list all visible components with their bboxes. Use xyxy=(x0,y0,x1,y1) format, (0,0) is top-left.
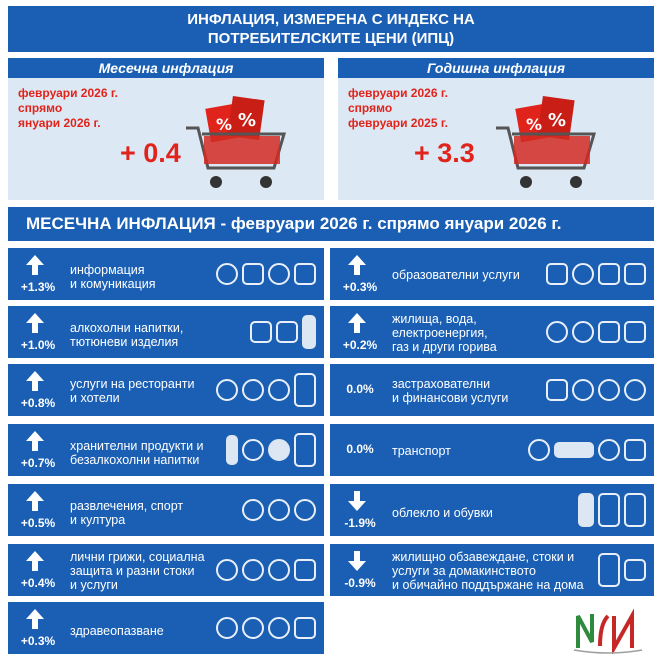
svg-text:%: % xyxy=(216,115,233,134)
annual-value: + 3.3 xyxy=(414,138,475,168)
annual-period xyxy=(348,86,488,131)
category-label xyxy=(70,624,164,638)
arrow-up-icon xyxy=(24,550,46,572)
monthly-panel-title: Месечна инфлация xyxy=(8,58,324,78)
transport-icons xyxy=(528,430,646,470)
doctor-icon xyxy=(216,617,238,639)
washing-machine-icon xyxy=(598,553,620,587)
category-label-line: тютюневи изделия xyxy=(70,335,179,349)
shopping-cart-icon xyxy=(488,88,608,194)
category-change: +0.4% xyxy=(20,576,56,590)
shopping-cart-icon xyxy=(178,88,298,194)
clothing-icons xyxy=(578,490,646,530)
category-row-education xyxy=(330,248,654,300)
category-change: +0.3% xyxy=(342,280,378,294)
coffee-cup-icon xyxy=(216,379,238,401)
category-label xyxy=(70,377,194,405)
category-label xyxy=(70,550,205,592)
jacket-icon xyxy=(624,493,646,527)
category-row-restaurants xyxy=(8,364,324,416)
category-label-line: застрахователни xyxy=(392,377,491,391)
cloche-icon xyxy=(268,379,290,401)
sofa-icon xyxy=(624,559,646,581)
household-icons xyxy=(598,550,646,590)
wheelchair-icon xyxy=(216,559,238,581)
hands-icon xyxy=(242,559,264,581)
category-label-line: и култура xyxy=(70,513,126,527)
alcohol-icons xyxy=(250,312,316,352)
bread-icon xyxy=(242,439,264,461)
person-icon xyxy=(268,263,290,285)
category-label xyxy=(392,377,508,405)
graduation-cap-icon xyxy=(598,263,620,285)
category-row-communication xyxy=(8,248,324,300)
browser-icon xyxy=(294,263,316,285)
dove-icon xyxy=(268,559,290,581)
bottle-icon xyxy=(302,315,316,349)
category-label-line: информация xyxy=(70,263,145,277)
wine-glass-icon xyxy=(276,321,298,343)
bus-icon xyxy=(598,439,620,461)
category-label-line: жилищно обзавеждане, стоки и xyxy=(392,550,575,564)
stethoscope-icon xyxy=(242,617,264,639)
coins-icon xyxy=(598,379,620,401)
category-row-transport xyxy=(330,424,654,476)
category-row-household xyxy=(330,544,654,596)
diploma-icon xyxy=(624,263,646,285)
page-title xyxy=(8,6,654,52)
arrow-up-icon xyxy=(24,312,46,334)
category-change: +1.3% xyxy=(20,280,56,294)
train-icon xyxy=(528,439,550,461)
section-title: МЕСЕЧНА ИНФЛАЦИЯ - февруари 2026 г. спрямо януари 2026 г. xyxy=(8,207,654,241)
car-insurance-icon xyxy=(624,379,646,401)
category-change: 0.0% xyxy=(346,442,374,456)
phone-icon xyxy=(216,263,238,285)
category-change: -1.9% xyxy=(344,516,376,530)
category-label xyxy=(70,439,204,467)
svg-text:%: % xyxy=(238,110,257,131)
category-label-line: и услуги xyxy=(70,578,118,592)
annual-inflation-panel xyxy=(338,58,654,200)
category-change: -0.9% xyxy=(344,576,376,590)
annual-panel-title: Годишна инфлация xyxy=(338,58,654,78)
ship-icon xyxy=(624,439,646,461)
category-label-line: електроенергия, xyxy=(392,326,488,340)
category-label-line: здравеопазване xyxy=(70,624,164,638)
monthly-period xyxy=(18,86,158,131)
title-line-1: ИНФЛАЦИЯ, ИЗМЕРЕНА С ИНДЕКС НА xyxy=(187,11,475,28)
category-row-alcohol xyxy=(8,306,324,358)
category-label xyxy=(392,550,584,592)
category-label-line: услуги на ресторанти xyxy=(70,377,195,391)
arrow-down-icon xyxy=(346,550,368,572)
category-label-line: жилища, вода, xyxy=(392,312,477,326)
dress-icon xyxy=(598,493,620,527)
category-change: +0.8% xyxy=(20,396,56,410)
hotel-icon xyxy=(294,373,316,407)
food-icons xyxy=(226,430,316,470)
category-label-line: хранителни продукти и xyxy=(70,439,204,453)
category-label-line: и обичайно поддържане на дома xyxy=(392,578,584,592)
restaurant-icons xyxy=(216,370,316,410)
category-label-line: безалкохолни напитки xyxy=(70,453,200,467)
category-row-clothing xyxy=(330,484,654,536)
arrow-up-icon xyxy=(24,430,46,452)
heart-icon xyxy=(268,617,290,639)
fireworks-icon xyxy=(242,499,264,521)
trousers-icon xyxy=(578,493,594,527)
category-label xyxy=(392,444,451,458)
monthly-inflation-panel xyxy=(8,58,324,200)
cutlery-icon xyxy=(242,379,264,401)
category-row-housing xyxy=(330,306,654,358)
envelope-icon xyxy=(242,263,264,285)
annual-period-line2: февруари 2025 г. xyxy=(348,116,448,130)
arrow-up-icon xyxy=(346,254,368,276)
book-icon xyxy=(546,263,568,285)
category-label-line: защита и разни стоки xyxy=(70,564,195,578)
recreation-icons xyxy=(242,490,316,530)
arrow-up-icon xyxy=(24,370,46,392)
education-icons xyxy=(546,254,646,294)
title-line-2: ПОТРЕБИТЕЛСКИТЕ ЦЕНИ (ИПЦ) xyxy=(207,30,455,47)
utilities-icons xyxy=(546,312,646,352)
category-label xyxy=(392,268,520,282)
hospital-icon xyxy=(294,617,316,639)
category-label-line: газ и други горива xyxy=(392,340,497,354)
monthly-period-line1: февруари 2026 г. спрямо xyxy=(18,86,118,115)
category-change: +0.2% xyxy=(342,338,378,352)
category-change: +0.3% xyxy=(20,634,56,648)
water-bottle-icon xyxy=(294,433,316,467)
category-row-health xyxy=(8,602,324,654)
people-icon xyxy=(294,559,316,581)
apple-icon xyxy=(268,439,290,461)
category-row-food xyxy=(8,424,324,476)
personal-care-icons xyxy=(216,550,316,590)
money-icon xyxy=(546,379,568,401)
category-change: 0.0% xyxy=(346,382,374,396)
category-label-line: транспорт xyxy=(392,444,451,458)
arrow-up-icon xyxy=(346,312,368,334)
health-icons xyxy=(216,608,316,648)
monthly-period-line2: януари 2026 г. xyxy=(18,116,101,130)
lightbulb-icon xyxy=(546,321,568,343)
category-change: +0.7% xyxy=(20,456,56,470)
communication-icons xyxy=(216,254,316,294)
category-label xyxy=(392,312,497,354)
arrow-up-icon xyxy=(24,608,46,630)
nsi-logo-icon xyxy=(570,608,646,654)
category-label xyxy=(70,263,156,291)
svg-text:%: % xyxy=(548,110,567,131)
truck-icon xyxy=(554,442,594,458)
category-label-line: услуги за домакинството xyxy=(392,564,536,578)
category-label-line: и финансови услуги xyxy=(392,391,509,405)
category-label-line: алкохолни напитки, xyxy=(70,321,184,335)
arrow-up-icon xyxy=(24,254,46,276)
gas-cylinder-icon xyxy=(598,321,620,343)
svg-text:%: % xyxy=(526,115,543,134)
category-label xyxy=(392,506,493,520)
water-tap-icon xyxy=(624,321,646,343)
beer-mug-icon xyxy=(250,321,272,343)
category-change: +0.5% xyxy=(20,516,56,530)
brain-icon xyxy=(572,263,594,285)
category-label-line: и хотели xyxy=(70,391,120,405)
category-row-personal-care xyxy=(8,544,324,596)
arrow-down-icon xyxy=(346,490,368,512)
category-label-line: и комуникация xyxy=(70,277,156,291)
category-row-recreation xyxy=(8,484,324,536)
category-label xyxy=(70,499,183,527)
annual-period-line1: февруари 2026 г. спрямо xyxy=(348,86,448,115)
insurance-icons xyxy=(546,370,646,410)
monthly-value: + 0.4 xyxy=(120,138,181,168)
category-change: +1.0% xyxy=(20,338,56,352)
category-label-line: образователни услуги xyxy=(392,268,520,282)
arrow-up-icon xyxy=(24,490,46,512)
category-row-insurance xyxy=(330,364,654,416)
category-label-line: развлечения, спорт xyxy=(70,499,184,513)
category-label xyxy=(70,321,183,349)
milk-bottle-icon xyxy=(226,435,238,465)
theater-masks-icon xyxy=(268,499,290,521)
category-label-line: лични грижи, социална xyxy=(70,550,205,564)
runner-icon xyxy=(294,499,316,521)
category-label-line: облекло и обувки xyxy=(392,506,493,520)
umbrella-icon xyxy=(572,379,594,401)
flame-icon xyxy=(572,321,594,343)
